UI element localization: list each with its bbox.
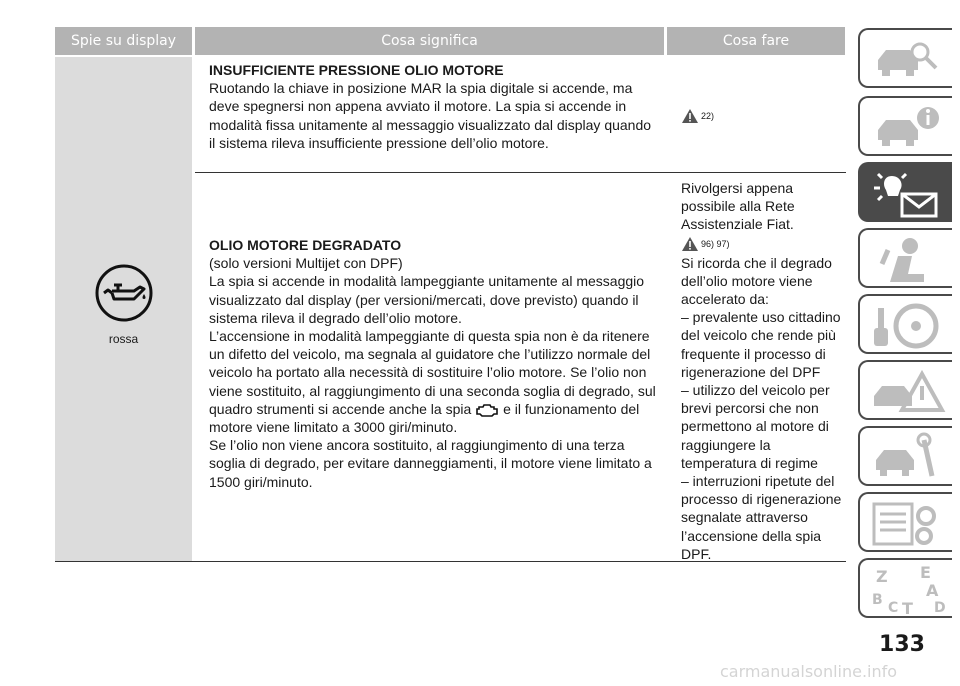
car-info-icon xyxy=(868,102,946,154)
document-gears-icon xyxy=(868,498,946,550)
row-text: e il funzionamento del motore viene limitato a 3000 giri/minuto. xyxy=(209,400,640,436)
action-paragraph: Si ricorda che il degrado dell’olio motore viene accelerato da: xyxy=(681,254,832,308)
seat-occupant-icon xyxy=(868,234,946,286)
warning-triangle-icon xyxy=(681,108,699,124)
car-warning-triangle-icon xyxy=(868,366,946,418)
row-paragraph: (solo versioni Multijet con DPF) xyxy=(209,255,403,272)
row-oil-pressure-meaning xyxy=(209,61,661,152)
action-paragraph: – prevalente uso cittadino del veicolo che rende più frequente il processo di rigenerazione del DPF xyxy=(681,309,841,380)
car-magnifier-icon xyxy=(868,34,946,86)
tab-safety-seats[interactable] xyxy=(858,228,952,288)
row-paragraph: Se l’olio non viene ancora sostituito, al raggiungimento di una terza soglia di degrado, per evitare danneggiamenti, il motore viene limitato a 1500 giri/minuto. xyxy=(209,437,652,490)
warning-triangle-icon xyxy=(681,236,699,252)
action-paragraph: – interruzioni ripetute del processo di rigenerazione segnalate attraverso l’accensione della spia DPF. xyxy=(681,473,842,562)
row-body: Ruotando la chiave in posizione MAR la spia digitale si accende, ma deve spegnersi non appena avviato il motore. La spia si accende in modalità fissa unitamente al messaggio visualizzato dal display quando il sistema rileva insufficiente pressione dell’olio motore. xyxy=(209,80,652,151)
tab-starting-driving[interactable] xyxy=(858,294,952,354)
tab-getting-to-know-car[interactable] xyxy=(858,28,952,88)
lamp-color-label: rossa xyxy=(108,332,139,346)
column-header-display-lamps: Spie su display xyxy=(55,27,192,55)
column-header-meaning: Cosa significa xyxy=(195,27,664,55)
key-steering-wheel-icon xyxy=(868,300,946,352)
row-title: OLIO MOTORE DEGRADATO xyxy=(209,237,402,253)
index-letter: T xyxy=(902,599,913,616)
row-title: INSUFFICIENTE PRESSIONE OLIO MOTORE xyxy=(209,62,504,78)
engine-check-icon xyxy=(475,403,499,417)
row-paragraph: La spia si accende in modalità lampeggiante unitamente al messaggio visualizzato dal display (per versioni/mercati, dove previsto) quando il sistema rileva il degrado dell’olio motore. xyxy=(209,273,645,326)
tab-index[interactable] xyxy=(858,558,952,618)
row-oil-degraded-meaning xyxy=(209,236,661,491)
tab-emergency[interactable] xyxy=(858,360,952,420)
index-letter: C xyxy=(888,600,899,616)
watermark-text: carmanualsonline.info xyxy=(720,662,898,681)
index-letter: A xyxy=(926,581,939,600)
column-header-action: Cosa fare xyxy=(667,27,845,55)
row-text: L’accensione in modalità lampeggiante di questa spia non è da ritenere un difetto del veicolo, ma segnala al guidatore che l’utilizzo normale del veicolo ha portato alla necessità di sostituire l’olio motore. Se l’olio non viene sostituito, al raggiungimento di una seconda soglia di degrado, sul quadro strumenti si accende anche la spia xyxy=(209,328,656,417)
row-oil-pressure-action xyxy=(681,106,714,126)
note-reference: 96) 97) xyxy=(701,238,730,249)
car-wrench-icon xyxy=(868,432,946,484)
oil-pressure-warning-lamp-icon xyxy=(94,263,154,323)
note-reference-line xyxy=(681,234,843,254)
tab-safety-info[interactable] xyxy=(858,96,952,156)
tab-technical-data[interactable] xyxy=(858,492,952,552)
page-number: 133 xyxy=(879,632,925,657)
row-oil-degraded-action xyxy=(681,179,843,563)
tab-maintenance[interactable] xyxy=(858,426,952,486)
note-reference: 22) xyxy=(701,111,715,121)
alphabetical-index-icon xyxy=(868,564,946,616)
warning-light-envelope-icon xyxy=(868,168,946,220)
index-letter: Z xyxy=(876,567,888,586)
action-paragraph: Rivolgersi appena possibile alla Rete Assistenziale Fiat. xyxy=(681,180,795,233)
index-letter: D xyxy=(934,600,946,616)
index-letter: B xyxy=(872,592,883,608)
tab-warning-lights[interactable] xyxy=(858,162,952,222)
row-paragraph xyxy=(209,327,661,436)
index-letter: E xyxy=(920,564,931,582)
row-divider xyxy=(195,172,846,173)
action-paragraph: – utilizzo del veicolo per brevi percorsi che non permettono al motore di raggiungere la temperatura di regime xyxy=(681,382,830,471)
